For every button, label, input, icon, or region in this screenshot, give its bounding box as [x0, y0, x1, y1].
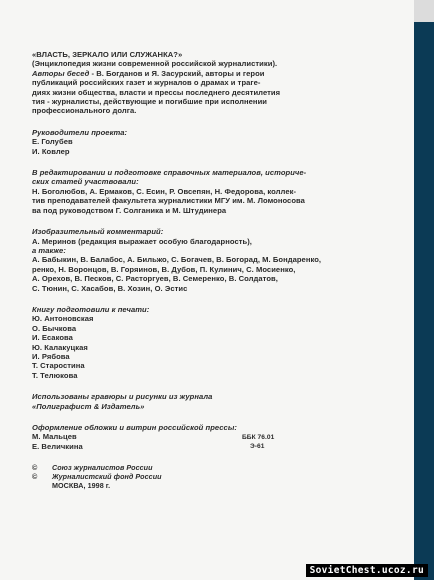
prepared-name: Т. Телюкова [32, 370, 78, 380]
title-block [32, 50, 378, 116]
intro-line-4: тия - журналисты, действующие и погибшие при исполнении [32, 97, 268, 107]
copyright-row [32, 463, 378, 472]
intro-line-3: диях жизни общества, власти и прессы последнего десятилетия [32, 87, 281, 97]
prepared-name: Ю. Калакуцкая [32, 342, 88, 352]
editorial-block [32, 168, 378, 215]
design-name [32, 442, 378, 451]
empty-symbol [32, 481, 52, 490]
design-block [32, 423, 378, 451]
engravings-line: Использованы гравюры и рисунки из журнала [32, 392, 213, 402]
intro-line-5: профессионального долга. [32, 106, 137, 116]
visual-block [32, 227, 378, 293]
prepared-name: О. Бычкова [32, 323, 77, 333]
copyright-symbol: © [32, 463, 38, 473]
copyright-row [32, 472, 378, 481]
prepared-name: Т. Старостина [32, 361, 85, 371]
bbk-code: ББК 76.01 [242, 434, 275, 441]
imprint-text [32, 50, 378, 490]
publication-row [32, 481, 378, 490]
visual-line: А. Орехов, В. Песков, С. Расторгуев, В. Семеренко, В. Солдатов, [32, 274, 278, 284]
editorial-heading: В редактировании и подготовке справочных материалов, историче- [32, 168, 307, 178]
design-heading: Оформление обложки и витрин российской прессы: [32, 423, 237, 432]
site-watermark: SovietChest.ucoz.ru [306, 564, 428, 577]
spine-top-edge [414, 0, 434, 22]
engravings-block [32, 392, 378, 411]
prepared-name: И. Рябова [32, 351, 70, 361]
visual-lead: А. Меринов (редакция выражает особую благодарность), [32, 236, 252, 246]
book-subtitle: (Энциклопедия жизни современной российской журналистики). [32, 59, 278, 69]
publication-place-year: МОСКВА, 1998 г. [52, 481, 111, 491]
design-name [32, 432, 378, 441]
visual-also: а также: [32, 245, 66, 255]
prepared-block [32, 305, 378, 380]
editorial-heading-2: ских статей участвовали: [32, 177, 139, 187]
copyright-symbol: © [32, 472, 38, 482]
cover-spine [414, 0, 434, 580]
intro-lead: Авторы бесед [32, 68, 90, 78]
leaders-heading: Руководители проекта: [32, 127, 128, 137]
intro-line-1 [32, 69, 378, 78]
intro-line-2: публикаций российских газет и журналов о драмах и траге- [32, 78, 261, 88]
prepared-name: И. Есакова [32, 333, 73, 343]
book-title: «ВЛАСТЬ, ЗЕРКАЛО ИЛИ СЛУЖАНКА?» [32, 50, 183, 59]
designer-name: Е. Величкина [32, 441, 83, 451]
visual-heading: Изобразительный комментарий: [32, 227, 164, 237]
visual-line: А. Бабыкин, В. Балабос, А. Бильжо, С. Богачев, В. Богорад, М. Бондаренко, [32, 255, 322, 265]
editorial-line: тив преподавателей факультета журналистики МГУ им. М. Ломоносова [32, 196, 305, 206]
visual-line: С. Тюнин, С. Хасабов, В. Хозин, О. Эстис [32, 283, 188, 293]
copyright-block [32, 463, 378, 490]
editorial-line: ва под руководством Г. Солганика и М. Штудинера [32, 205, 227, 215]
designer-name: М. Мальцев [32, 432, 77, 442]
prepared-heading: Книгу подготовили к печати: [32, 304, 150, 314]
intro-line-1-rest: - В. Богданов и Я. Засурский, авторы и герои [89, 68, 265, 78]
prepared-name: Ю. Антоновская [32, 314, 94, 324]
leader-name: Е. Голубев [32, 137, 73, 147]
index-code: Э-61 [250, 443, 265, 450]
editorial-line: Н. Боголюбов, А. Ермаков, С. Есин, Р. Овсепян, Н. Федорова, коллек- [32, 186, 297, 196]
copyright-holder: Союз журналистов России [52, 463, 153, 473]
leader-name: И. Ковлер [32, 146, 70, 156]
engravings-source: «Полиграфист & Издатель» [32, 401, 145, 411]
visual-line: ренко, Н. Воронцов, В. Горяинов, В. Дубов, П. Кулинич, С. Мосиенко, [32, 264, 296, 274]
leaders-block [32, 128, 378, 156]
copyright-holder: Журналистский фонд России [52, 472, 162, 482]
